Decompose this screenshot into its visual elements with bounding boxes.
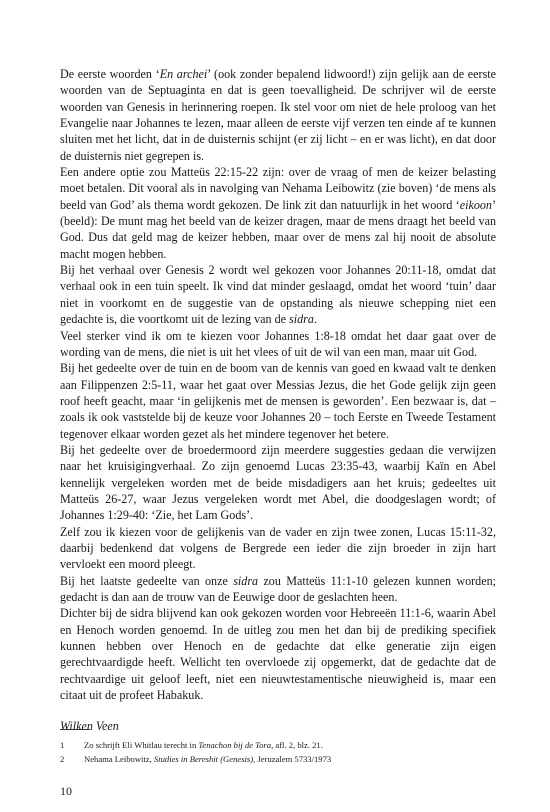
page-number: 10 (60, 784, 72, 798)
text-run: Bij het gedeelte over de tuin en de boom van de kennis van goed en kwaad valt te denken aan Filippenzen 2:5-11, waar het gaat over Messias Jezus, die het Gode gelijk zijn geen roof heeft geacht, maar ‘in gelijkenis met de mensen is geworden’. Een bezwaar is, dat – zoals ik ook vaststelde bij de keuze voor Johannes 20 – toch Eerste en Tweede Testament tegenover elkaar worden gezet als het mindere tegenover het betere. (60, 361, 496, 441)
text-run: ’ (ook zonder bepalend lidwoord!) zijn gelijk aan de eerste woorden van de Septuaginta en dat is geen toevalligheid. De schrijver wil de eerste woorden van Genesis in herinnering roepen. Ik stel voor om niet de hele proloog van het Evangelie naar Johannes te lezen, maar alleen de eerste vijf verzen ten einde af te kunnen sluiten met het licht, dat in de duisternis schijnt (er zij licht – en er was licht), en dat door de duisternis niet gegrepen is. (60, 67, 497, 163)
article-body (60, 66, 496, 703)
italic-term: eikoon (459, 197, 492, 212)
text-run: Zelf zou ik kiezen voor de gelijkenis van de vader en zijn twee zonen, Lucas 15:11-32, daarbij bedenkend dat volgens de Bergrede een ieder die zijn broeder in zijn hart vervloekt een moord pleegt. (60, 524, 496, 572)
footnote-number: 1 (60, 740, 65, 750)
text-run: , afl. 2, blz. 21. (271, 740, 323, 750)
paragraph (60, 262, 496, 327)
text-run: ’ (beeld): De munt mag het beeld van de keizer dragen, maar de mens draagt het beeld van God. Dus dat geld mag de keizer hebben, maar over de mens zal hij nooit de absolute macht mogen hebben. (60, 197, 496, 261)
italic-term: En archei (159, 67, 208, 81)
author-signature: Wilken Veen (60, 719, 119, 734)
footnotes (60, 738, 496, 766)
text-run: zou Matteüs 11:1-10 gelezen kunnen worden; gedacht is dan aan de trouw van de Eeuwige door de geslachten heen. (60, 573, 496, 604)
italic-term: sidra (233, 573, 259, 588)
text-run: , Jeruzalem 5733/1973 (253, 754, 332, 764)
page-content (60, 66, 496, 734)
paragraph (60, 164, 496, 262)
paragraph (60, 328, 496, 361)
text-run: Dichter bij de sidra blijvend kan ook gekozen worden voor Hebreeën 11:1-6, waarin Abel en Henoch worden genoemd. In de uitleg zou men het dan bij de prediking specifiek kunnen hebben over Henoch en de gedachte dat elke generatie zijn eigen gerechtvaardigde heeft. Wellicht ten overvloede zij opgemerkt, dat de gedachte dat de rechtvaardige uit geloof leeft, niet een nieuwtestamentische nieuwigheid is, maar een citaat uit de profeet Habakuk. (60, 606, 496, 703)
text-run: Zo schrijft Eli Whitlau terecht in (84, 740, 199, 750)
paragraph (60, 66, 496, 164)
footnote-number: 2 (60, 754, 65, 764)
footnote-text (84, 738, 323, 752)
text-run: . (313, 312, 317, 327)
footnote-divider (60, 729, 90, 730)
footnote-text (84, 752, 331, 766)
text-run: Bij het gedeelte over de broedermoord zijn meerdere suggesties gedaan die verwijzen naar het kruisigingverhaal. Zo zijn genoemd Lucas 23:35-43, waarbij Kaïn en Abel kennelijk vergeleken worden met de beide misdadigers aan het kruis; gedeeltes uit Matteüs 26-27, waar Jezus vergeleken wordt met Abel, die doodgeslagen wordt; of Johannes 1:29-40: ‘Zie, het Lam Gods’. (60, 442, 496, 523)
text-run: Bij het verhaal over Genesis 2 wordt wel gekozen voor Johannes 20:11-18, omdat dat verhaal ook in een tuin speelt. Ik vind dat minder geslaagd, omdat het woord ‘tuin’ daar niet in voorkomt en de suggestie van de opstanding als nieuwe schepping niet een gedachte is, die voortkomt uit de lezing van de (60, 263, 496, 327)
text-run: Veel sterker vind ik om te kiezen voor Johannes 1:8-18 omdat het daar gaat over de wording van de mens, die niet is uit het vlees of uit de wil van een man, maar uit God. (60, 328, 496, 359)
paragraph (60, 605, 496, 703)
paragraph (60, 524, 496, 573)
italic-term: Studies in Bereshit (Genesis) (153, 754, 254, 764)
italic-term: Tenachon bij de Tora (198, 740, 272, 750)
paragraph (60, 573, 496, 606)
text-run: Nehama Leibowitz, (84, 754, 154, 764)
text-run: De eerste woorden ‘ (60, 67, 160, 81)
footnote (60, 738, 496, 752)
text-run: Een andere optie zou Matteüs 22:15-22 zijn: over de vraag of men de keizer belasting moet betalen. Dit vooral als in navolging van Nehama Leibowitz (zie boven) ‘de mens als beeld van God’ als thema wordt gekozen. De link zit dan natuurlijk in het woord ‘ (60, 165, 496, 212)
italic-term: sidra (289, 312, 314, 327)
footnote (60, 752, 496, 766)
paragraph (60, 360, 496, 442)
paragraph (60, 442, 496, 524)
text-run: Bij het laatste gedeelte van onze (60, 573, 234, 588)
